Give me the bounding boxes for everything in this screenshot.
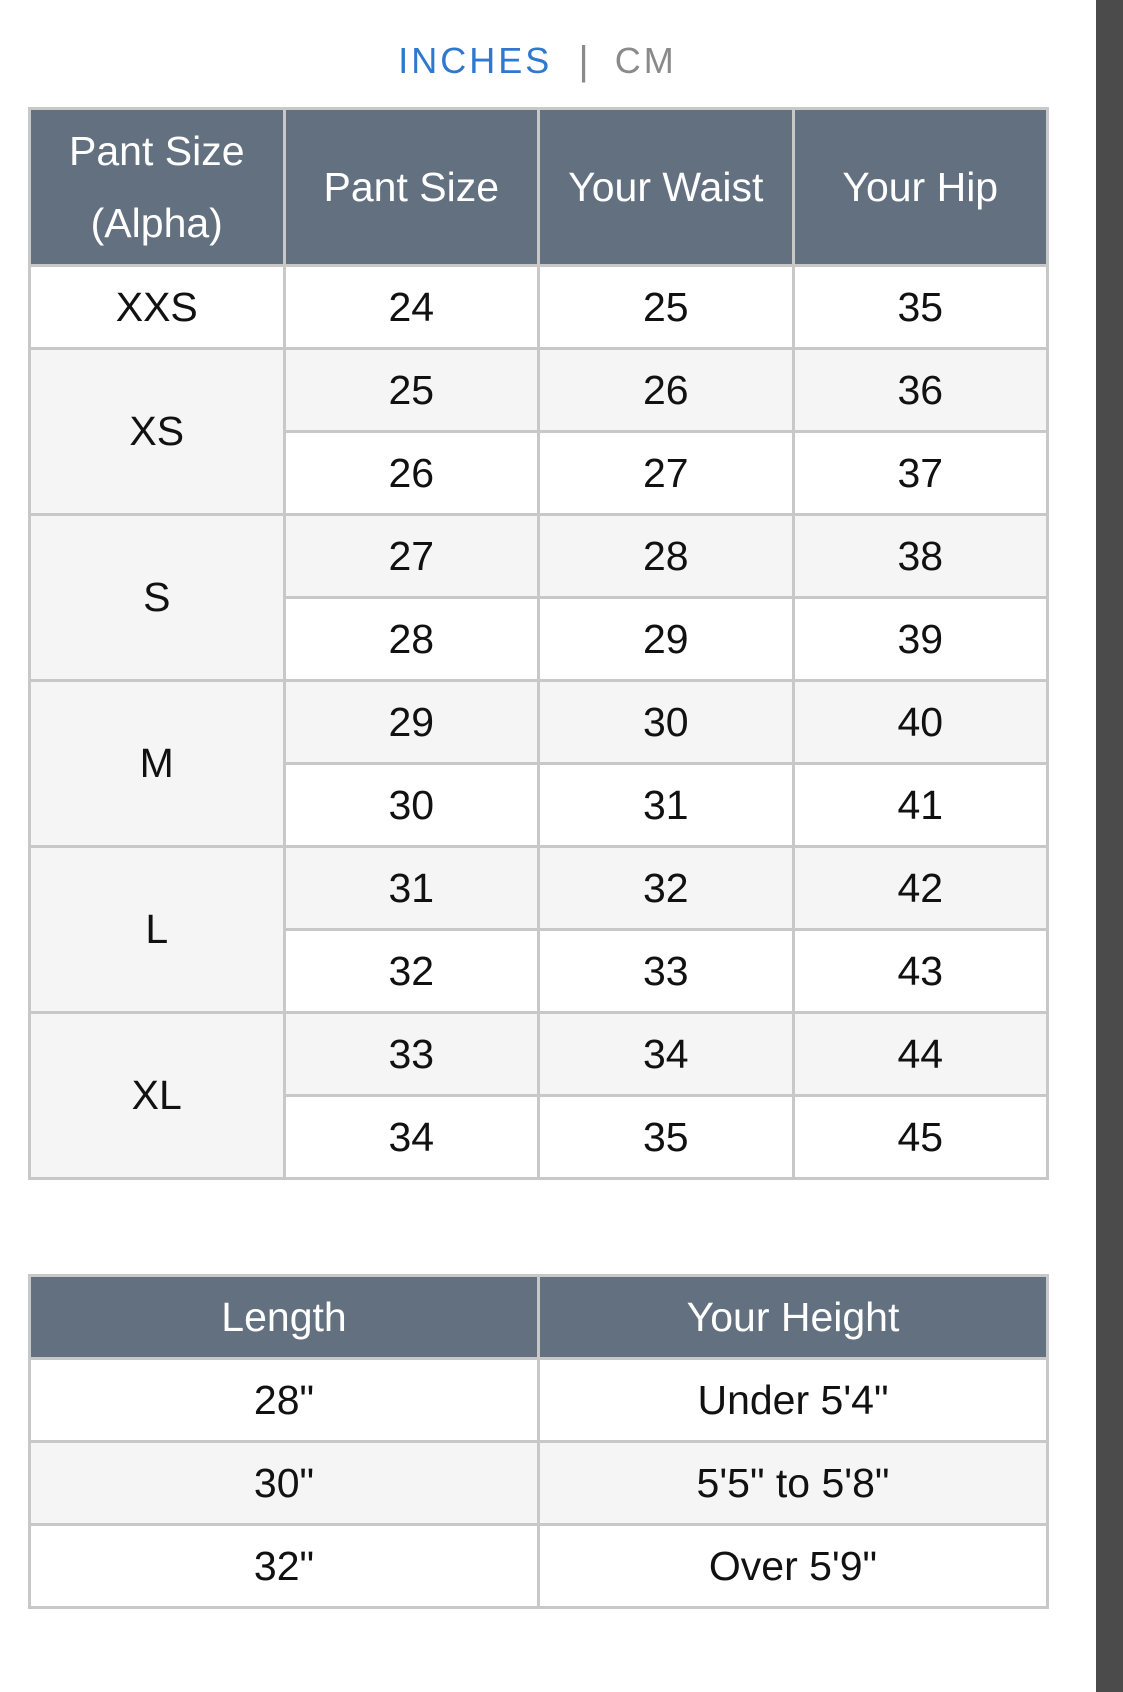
waist-cell: 29 bbox=[539, 598, 794, 681]
pant-size-cell: 25 bbox=[284, 349, 539, 432]
alpha-size-cell: M bbox=[30, 681, 285, 847]
hip-cell: 44 bbox=[793, 1013, 1048, 1096]
alpha-size-cell: XXS bbox=[30, 266, 285, 349]
table-row bbox=[30, 1013, 1048, 1096]
hip-cell: 38 bbox=[793, 515, 1048, 598]
pant-size-cell: 26 bbox=[284, 432, 539, 515]
waist-cell: 28 bbox=[539, 515, 794, 598]
pant-size-cell: 31 bbox=[284, 847, 539, 930]
length-table-header-row bbox=[30, 1276, 1048, 1359]
header-pant-size: Pant Size bbox=[284, 109, 539, 266]
pant-size-cell: 34 bbox=[284, 1096, 539, 1179]
hip-cell: 37 bbox=[793, 432, 1048, 515]
pant-size-cell: 28 bbox=[284, 598, 539, 681]
header-your-hip: Your Hip bbox=[793, 109, 1048, 266]
waist-cell: 25 bbox=[539, 266, 794, 349]
table-row bbox=[30, 349, 1048, 432]
table-row bbox=[30, 681, 1048, 764]
table-row bbox=[30, 266, 1048, 349]
hip-cell: 42 bbox=[793, 847, 1048, 930]
unit-toggle bbox=[0, 36, 1075, 86]
length-cell: 30" bbox=[30, 1442, 539, 1525]
size-table-header-row bbox=[30, 109, 1048, 266]
pant-size-cell: 32 bbox=[284, 930, 539, 1013]
height-cell: Over 5'9" bbox=[539, 1525, 1048, 1608]
pant-size-cell: 29 bbox=[284, 681, 539, 764]
length-cell: 28" bbox=[30, 1359, 539, 1442]
pant-size-cell: 33 bbox=[284, 1013, 539, 1096]
hip-cell: 43 bbox=[793, 930, 1048, 1013]
alpha-size-cell: XS bbox=[30, 349, 285, 515]
waist-cell: 33 bbox=[539, 930, 794, 1013]
waist-cell: 26 bbox=[539, 349, 794, 432]
waist-cell: 31 bbox=[539, 764, 794, 847]
height-cell: Under 5'4" bbox=[539, 1359, 1048, 1442]
table-row bbox=[30, 1525, 1048, 1608]
waist-cell: 35 bbox=[539, 1096, 794, 1179]
length-height-table bbox=[28, 1274, 1049, 1609]
table-row bbox=[30, 1359, 1048, 1442]
cm-tab[interactable]: CM bbox=[614, 40, 677, 81]
waist-cell: 34 bbox=[539, 1013, 794, 1096]
hip-cell: 36 bbox=[793, 349, 1048, 432]
height-cell: 5'5" to 5'8" bbox=[539, 1442, 1048, 1525]
table-row bbox=[30, 515, 1048, 598]
scrollbar[interactable] bbox=[1096, 0, 1123, 1692]
alpha-size-cell: XL bbox=[30, 1013, 285, 1179]
header-your-waist: Your Waist bbox=[539, 109, 794, 266]
waist-cell: 32 bbox=[539, 847, 794, 930]
hip-cell: 41 bbox=[793, 764, 1048, 847]
unit-separator: | bbox=[578, 38, 589, 83]
table-row bbox=[30, 1442, 1048, 1525]
table-row bbox=[30, 847, 1048, 930]
alpha-size-cell: S bbox=[30, 515, 285, 681]
hip-cell: 39 bbox=[793, 598, 1048, 681]
pant-size-cell: 24 bbox=[284, 266, 539, 349]
inches-tab[interactable]: INCHES bbox=[398, 40, 553, 81]
header-length: Length bbox=[30, 1276, 539, 1359]
alpha-size-cell: L bbox=[30, 847, 285, 1013]
length-cell: 32" bbox=[30, 1525, 539, 1608]
waist-cell: 30 bbox=[539, 681, 794, 764]
hip-cell: 40 bbox=[793, 681, 1048, 764]
waist-cell: 27 bbox=[539, 432, 794, 515]
pant-size-cell: 30 bbox=[284, 764, 539, 847]
pant-size-cell: 27 bbox=[284, 515, 539, 598]
header-your-height: Your Height bbox=[539, 1276, 1048, 1359]
header-pant-size-alpha: Pant Size (Alpha) bbox=[30, 109, 285, 266]
hip-cell: 45 bbox=[793, 1096, 1048, 1179]
pant-size-table bbox=[28, 107, 1049, 1180]
hip-cell: 35 bbox=[793, 266, 1048, 349]
